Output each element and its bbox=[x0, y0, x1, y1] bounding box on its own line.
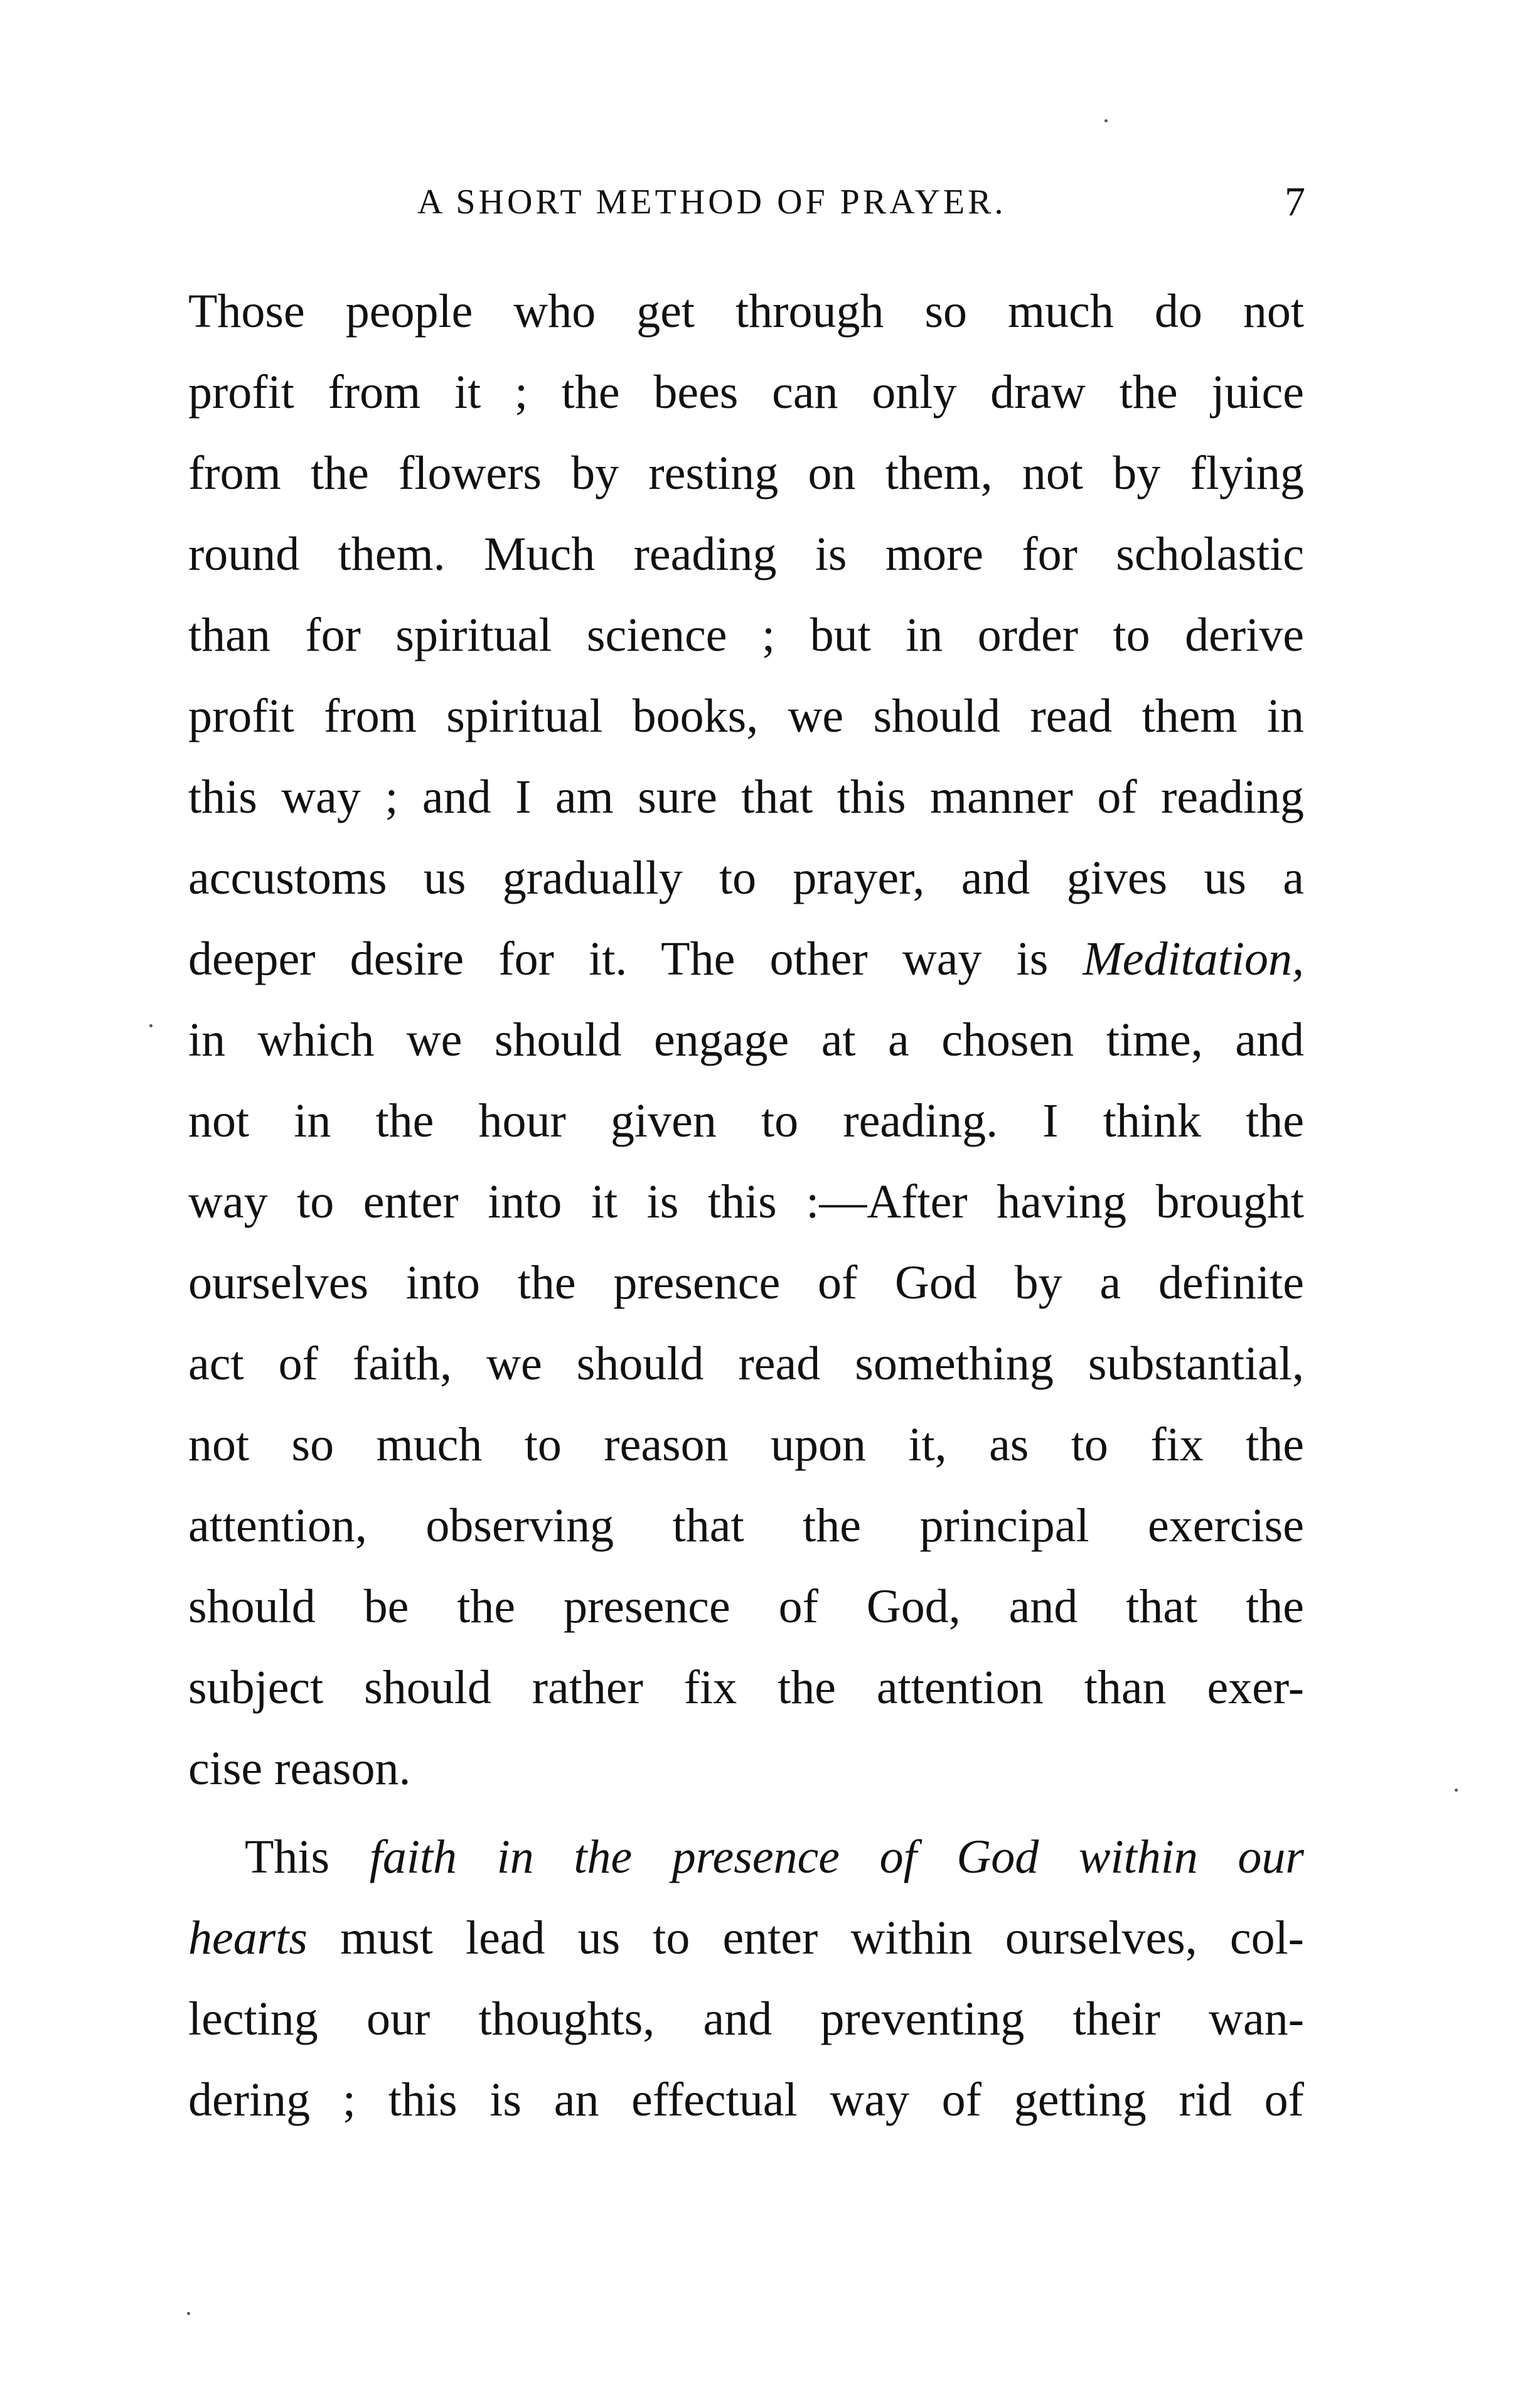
running-head bbox=[188, 177, 1305, 227]
text-line: in which we should engage at a chosen time, and bbox=[188, 1014, 1304, 1066]
text-line: not so much to reason upon it, as to fix the bbox=[188, 1418, 1304, 1471]
scan-speck bbox=[1104, 119, 1108, 122]
text-line bbox=[188, 919, 1304, 1000]
text-line: act of faith, we should read something substantial, bbox=[188, 1337, 1304, 1390]
body-text bbox=[188, 271, 1304, 2141]
text-line: this way ; and I am sure that this manner of reading bbox=[188, 771, 1304, 823]
text-line: cise reason. bbox=[188, 1742, 411, 1795]
text-segment: This bbox=[245, 1831, 370, 1883]
text-line: profit from it ; the bees can only draw the juice bbox=[188, 366, 1304, 419]
text-line bbox=[188, 1898, 1304, 1979]
page-number: 7 bbox=[1285, 179, 1305, 225]
running-title: A SHORT METHOD OF PRAYER. bbox=[417, 183, 1007, 222]
scan-speck bbox=[1455, 1789, 1458, 1792]
italic-phrase: hearts bbox=[188, 1912, 307, 1964]
text-line: from the flowers by resting on them, not by flying bbox=[188, 447, 1304, 500]
text-line bbox=[188, 1817, 1304, 1898]
scan-speck bbox=[149, 1024, 152, 1027]
text-segment: must lead us to enter within ourselves, col- bbox=[307, 1912, 1304, 1964]
italic-phrase: faith in the presence of God within our bbox=[369, 1831, 1304, 1883]
text-line: ourselves into the presence of God by a definite bbox=[188, 1256, 1304, 1309]
text-line: accustoms us gradually to prayer, and gives us a bbox=[188, 852, 1304, 904]
text-line: not in the hour given to reading. I think the bbox=[188, 1094, 1304, 1147]
scan-speck bbox=[187, 2312, 190, 2315]
text-line: lecting our thoughts, and preventing their wan- bbox=[188, 1993, 1304, 2045]
text-line: way to enter into it is this :—After having brought bbox=[188, 1175, 1304, 1228]
text-line: profit from spiritual books, we should read them in bbox=[188, 690, 1304, 742]
text-line: dering ; this is an effectual way of getting rid of bbox=[188, 2073, 1304, 2126]
text-line: attention, observing that the principal exercise bbox=[188, 1499, 1304, 1552]
text-line: subject should rather fix the attention than exer- bbox=[188, 1661, 1304, 1714]
text-segment: deeper desire for it. The other way is bbox=[188, 933, 1083, 985]
text-line: round them. Much reading is more for scholastic bbox=[188, 528, 1304, 580]
text-line: should be the presence of God, and that the bbox=[188, 1580, 1304, 1633]
italic-term-meditation: Meditation, bbox=[1083, 933, 1304, 985]
text-line: than for spiritual science ; but in order to derive bbox=[188, 609, 1304, 661]
text-line: Those people who get through so much do not bbox=[188, 285, 1304, 338]
